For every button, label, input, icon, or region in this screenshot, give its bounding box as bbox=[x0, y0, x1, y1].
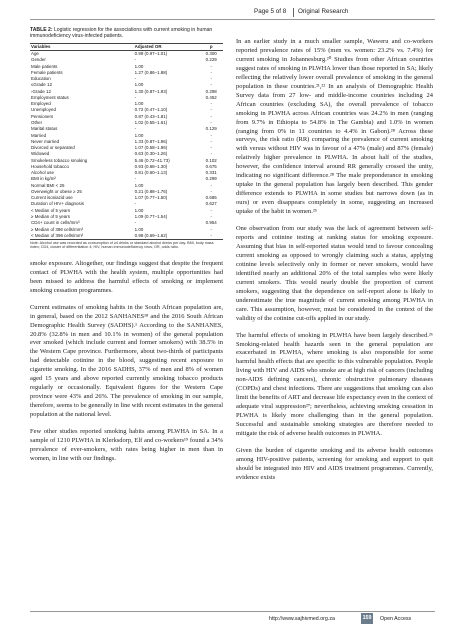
p-value-cell: - bbox=[210, 226, 212, 232]
variable-cell: Pensioners bbox=[31, 113, 54, 119]
p-value-cell: - bbox=[210, 182, 212, 188]
variable-cell: Employment status bbox=[31, 94, 69, 100]
p-value-cell: - bbox=[199, 233, 223, 240]
variable-cell: Age bbox=[31, 51, 39, 57]
variable-cell: ≤Grade 12 bbox=[31, 82, 52, 88]
adjusted-or-cell: 0.87 (0.43–1.81) bbox=[134, 113, 168, 119]
p-value-cell: - bbox=[210, 76, 212, 82]
variable-cell: CD4+ count in cells/mm³ bbox=[31, 220, 80, 226]
adjusted-or-cell: 1.00 bbox=[134, 132, 144, 138]
variable-cell: Gender bbox=[31, 57, 46, 63]
adjusted-or-cell: - bbox=[134, 126, 137, 132]
left-column bbox=[30, 27, 223, 472]
table-body bbox=[30, 51, 223, 240]
adjusted-or-cell: 5.46 (0.72–41.73) bbox=[134, 157, 170, 163]
adjusted-or-cell: 1.02 (0.55–1.61) bbox=[134, 120, 168, 125]
p-value-cell: 0.299 bbox=[205, 176, 217, 182]
p-value-cell: 0.685 bbox=[205, 195, 217, 201]
right-paragraph-3: The harmful effects of smoking in PLWHA have been largely described.²⁶ Smoking-related health hazards seen in the general population are exacerbated in PLWHA, where smoking is also responsible for some harmful health effects that are specific to this vulnerable population. People living with HIV and AIDS who smoke are at high risk of cancers (including non-AIDS defining cancers), chronic obstructive pulmonary diseases (COPDs) and chest infections. There are suggestions that smoking can also limit the benefits of ART and decrease life expectancy even in the context of adequate viral suppression²⁷; nevertheless, achieving smoking cessation in PLWHA is likely more challenging than in the general population. Successful and sustainable smoking strategies are therefore needed to mitigate the risk of adverse health outcomes in PLWHA. bbox=[236, 331, 434, 438]
adjusted-or-cell: 1.00 bbox=[134, 226, 144, 232]
variable-cell: Never married bbox=[31, 138, 60, 144]
variable-cell: Duration of HIV+ diagnosis bbox=[31, 201, 84, 207]
adjusted-or-cell: - bbox=[134, 220, 137, 226]
adjusted-or-cell: - bbox=[134, 76, 137, 82]
variable-cell: Household tobacco bbox=[31, 163, 69, 169]
p-value-cell: 0.298 bbox=[205, 88, 217, 94]
variable-cell: ≥ Median of 396 cells/mm³ bbox=[31, 226, 84, 232]
right-paragraph-2: One observation from our study was the lack of agreement between self-reports and cotinine testing at ranking status for smoking exposure. Assuming that bias in self-reported status would tend to favour concealing current smoking as opposed to wrongly claiming such a status, applying cotinine levels selectively only in former or never smokers, would have identified nearly an additional 20% of the total samples who were likely current smokers. This would nearly double the proportion of current smokers, suggesting that the dependence on self-report alone is likely to underestimate the true magnitude of current smoking among PLWHA in care. This assumption, however, must be considered in the context of the validity of the cotinine cut-offs applied in our study. bbox=[236, 225, 433, 322]
adjusted-or-cell: 1.27 (0.86–1.88) bbox=[134, 69, 168, 75]
adjusted-or-cell: 0.99 (0.97–1.01) bbox=[134, 51, 168, 57]
p-value-cell: - bbox=[210, 120, 212, 125]
variable-cell: Divorced or separated bbox=[31, 145, 75, 151]
variable-cell: Male patients bbox=[31, 63, 58, 69]
adjusted-or-cell: 0.93 (0.68–1.30) bbox=[134, 163, 168, 169]
adjusted-or-cell: - bbox=[134, 94, 137, 100]
footer-rule bbox=[30, 611, 435, 612]
table-note: Note: Alcohol use was recorded as consumption of ≥4 drinks or standard alcohol drinks per day. BMI, body mass index; CD4, cluster of differentiation 4; HIV, human immunodeficiency virus; OR, odds ratio. bbox=[30, 241, 214, 250]
table-header-row bbox=[30, 43, 223, 50]
adjusted-or-cell: 0.81 (0.60–1.13) bbox=[134, 170, 168, 176]
page-number: 159 bbox=[361, 613, 373, 624]
adjusted-or-cell: 0.98 (0.69–1.62) bbox=[135, 233, 200, 240]
adjusted-or-cell: 0.21 (0.88–1.76) bbox=[134, 188, 168, 194]
variable-cell: Female patients bbox=[31, 69, 63, 75]
adjusted-or-cell: 1.00 bbox=[134, 63, 144, 69]
p-value-cell: 0.300 bbox=[205, 51, 217, 57]
variable-cell: Unemployed bbox=[31, 107, 56, 113]
adjusted-or-cell: 1.07 (0.58–1.96) bbox=[134, 145, 168, 151]
header-rule bbox=[30, 19, 435, 20]
variable-cell: Other bbox=[31, 120, 43, 125]
variable-cell: Alcohol use bbox=[31, 170, 54, 176]
table-caption-label: TABLE 2: bbox=[30, 27, 53, 33]
adjusted-or-cell: 1.07 (0.77–1.50) bbox=[134, 195, 168, 201]
open-access-label: Open Access bbox=[380, 616, 412, 622]
p-value-cell: - bbox=[210, 63, 212, 69]
variable-cell: Employed bbox=[31, 101, 51, 107]
p-value-cell: - bbox=[210, 69, 212, 75]
p-value-cell: - bbox=[210, 138, 212, 144]
p-value-cell: 0.229 bbox=[205, 57, 217, 63]
p-value-cell: 0.102 bbox=[205, 157, 217, 163]
variable-cell: Marital status bbox=[31, 126, 58, 132]
variable-cell: Normal BMI < 25 bbox=[31, 182, 65, 188]
p-value-cell: - bbox=[210, 207, 212, 213]
journal-url-link[interactable]: http://www.sajhivmed.org.za bbox=[269, 616, 335, 622]
p-value-cell: - bbox=[210, 151, 212, 157]
section-label: Original Research bbox=[298, 8, 349, 15]
variable-cell: Married bbox=[31, 132, 47, 138]
adjusted-or-cell: 1.00 bbox=[134, 82, 144, 88]
p-value-cell: - bbox=[210, 132, 212, 138]
p-value-cell: 0.954 bbox=[205, 220, 217, 226]
p-value-cell: - bbox=[210, 101, 212, 107]
header-separator bbox=[293, 8, 294, 17]
column-header-adjusted-or: Adjusted OR bbox=[135, 43, 200, 50]
variable-cell: Smokeless tobacco smoking bbox=[31, 157, 88, 163]
p-value-cell: - bbox=[210, 82, 212, 88]
variable-cell: Education bbox=[31, 76, 51, 82]
page-label: Page 5 of 8 bbox=[254, 8, 287, 15]
p-value-cell: 0.627 bbox=[205, 201, 217, 207]
p-value-cell: - bbox=[210, 107, 212, 113]
adjusted-or-cell: - bbox=[134, 57, 137, 63]
p-value-cell: - bbox=[210, 188, 212, 194]
table-caption bbox=[30, 27, 223, 40]
variable-cell: ›Grade 12 bbox=[31, 88, 51, 94]
variable-cell: ≥ Median of 5 years bbox=[31, 213, 70, 219]
variable-cell: Widowed bbox=[31, 151, 50, 157]
adjusted-or-cell: 0.72 (0.47–1.10) bbox=[134, 107, 168, 113]
adjusted-or-cell: 1.00 bbox=[134, 101, 144, 107]
adjusted-or-cell: 1.00 bbox=[134, 207, 144, 213]
p-value-cell: 0.452 bbox=[205, 94, 217, 100]
p-value-cell: 0.129 bbox=[205, 126, 217, 132]
adjusted-or-cell: 0.63 (0.30–1.26) bbox=[134, 151, 168, 157]
adjusted-or-cell: 1.09 (0.77–1.54) bbox=[134, 213, 168, 219]
column-header-variables: Variables bbox=[30, 43, 135, 50]
right-paragraph-4: Given the burden of cigarette smoking and its adverse health outcomes among HIV-positive patients, screening for smoking and support to quit should be integrated into HIV and AIDS treatment programmes. Currently, evidence exists bbox=[236, 446, 433, 481]
table-caption-text: Logistic regression for the associations with current smoking in human immunodeficiency virus-infected patients. bbox=[30, 27, 213, 40]
column-header-p: p bbox=[199, 43, 223, 50]
right-column bbox=[236, 38, 433, 491]
variable-cell: Overweight or obese ≥ 25 bbox=[31, 188, 82, 194]
adjusted-or-cell: 1.30 (0.87–1.93) bbox=[134, 88, 168, 94]
variable-cell: < Median of 396 cells/mm³ bbox=[30, 233, 135, 240]
regression-table bbox=[30, 43, 223, 240]
p-value-cell: 0.331 bbox=[205, 170, 217, 176]
left-paragraph-2: Current estimates of smoking habits in the South African population are, in general, based on the 2012 SANHANES¹⁸ and the 2016 South African Demographic Health Survey (SADHS).¹ According to the SANHANES, 20.8% (32.8% in men and 10.1% in women) of the general population ever smoked (which include current and former smokers) with 38.5% in the Western Cape province. Furthermore, about two-thirds of participants had detectable cotinine in the blood, suggesting recent exposure to cigarette smoking. In the 2016 SADHS, 37% of men and 8% of women aged 15 years and above reported currently smoking tobacco products regularly or occasionally. Equivalent figures for the Western Cape province were 43% and 26%. The prevalence of smoking in our sample, therefore, seems to be generally in line with recent estimates in the general population at the national level. bbox=[30, 303, 223, 419]
variable-cell: Current isoniazid use bbox=[31, 195, 73, 201]
table-row bbox=[30, 51, 223, 58]
variable-cell: < Median of 5 years bbox=[31, 207, 71, 213]
right-paragraph-1: In an earlier study in a much smaller sample, Waweru and co-workers reported prevalence rates of 15% (men vs. women: 23.2% vs. 7.4%) for current smoking in Johannesburg.²⁰ Studies from other African countries suggest rates of smoking in PLWHA lower than those reported in SA; likely reflecting the relatively lower overall prevalence of smoking in the general population in these countries.²¹,²² In an analysis of Demographic Health Survey data from 27 low- and middle-income countries including 24 African countries (excluding SA), the overall prevalence of tobacco smoking in PLWHA across African countries was 24.2% in men (ranging from 9.7% in Ethiopia to 54.8% in The Gambia) and 1.0% in women (ranging from 0% in 11 countries to 4.4% in Gabon).²⁸ Across these surveys, the risk ratio (RR) comparing the prevalence of current smoking with versus without HIV was in favour of a 47% (male) and 87% (female) relatively higher prevalence in PLWHA. In about half of the studies, however, the confidence interval around RR generally crossed the unity, indicating no significant difference.²⁸ The male preponderance in smoking uptake in the general population has largely been described. This gender difference extends to PLWHA in some studies but narrows down (as in ours) or even disappears completely in some, suggesting an increased uptake of the habit in women.²⁵ bbox=[236, 38, 433, 216]
variable-cell: BMI in kg/m² bbox=[31, 176, 56, 182]
p-value-cell: - bbox=[210, 213, 212, 219]
p-value-cell: 0.675 bbox=[205, 163, 217, 169]
p-value-cell: - bbox=[210, 113, 212, 119]
adjusted-or-cell: - bbox=[134, 176, 137, 182]
p-value-cell: - bbox=[210, 145, 212, 151]
left-paragraph-3: Few other studies reported smoking habits among PLWHA in SA. In a sample of 1210 PLWHA in Klerksdorp, Elf and co-workers¹⁹ found a 34% prevalence of ever-smokers, with rates being higher in men than in women, in line with our findings. bbox=[30, 428, 223, 462]
adjusted-or-cell: - bbox=[134, 201, 137, 207]
left-paragraph-1: smoke exposure. Altogether, our findings suggest that despite the frequent contact of PLWHA with the health system, multiple opportunities had been missed to address the harmful effects of smoking or implement smoking cessation programmes. bbox=[30, 259, 223, 294]
table-row bbox=[30, 233, 223, 240]
adjusted-or-cell: 1.33 (0.87–1.96) bbox=[134, 138, 168, 144]
adjusted-or-cell: 1.00 bbox=[134, 182, 144, 188]
